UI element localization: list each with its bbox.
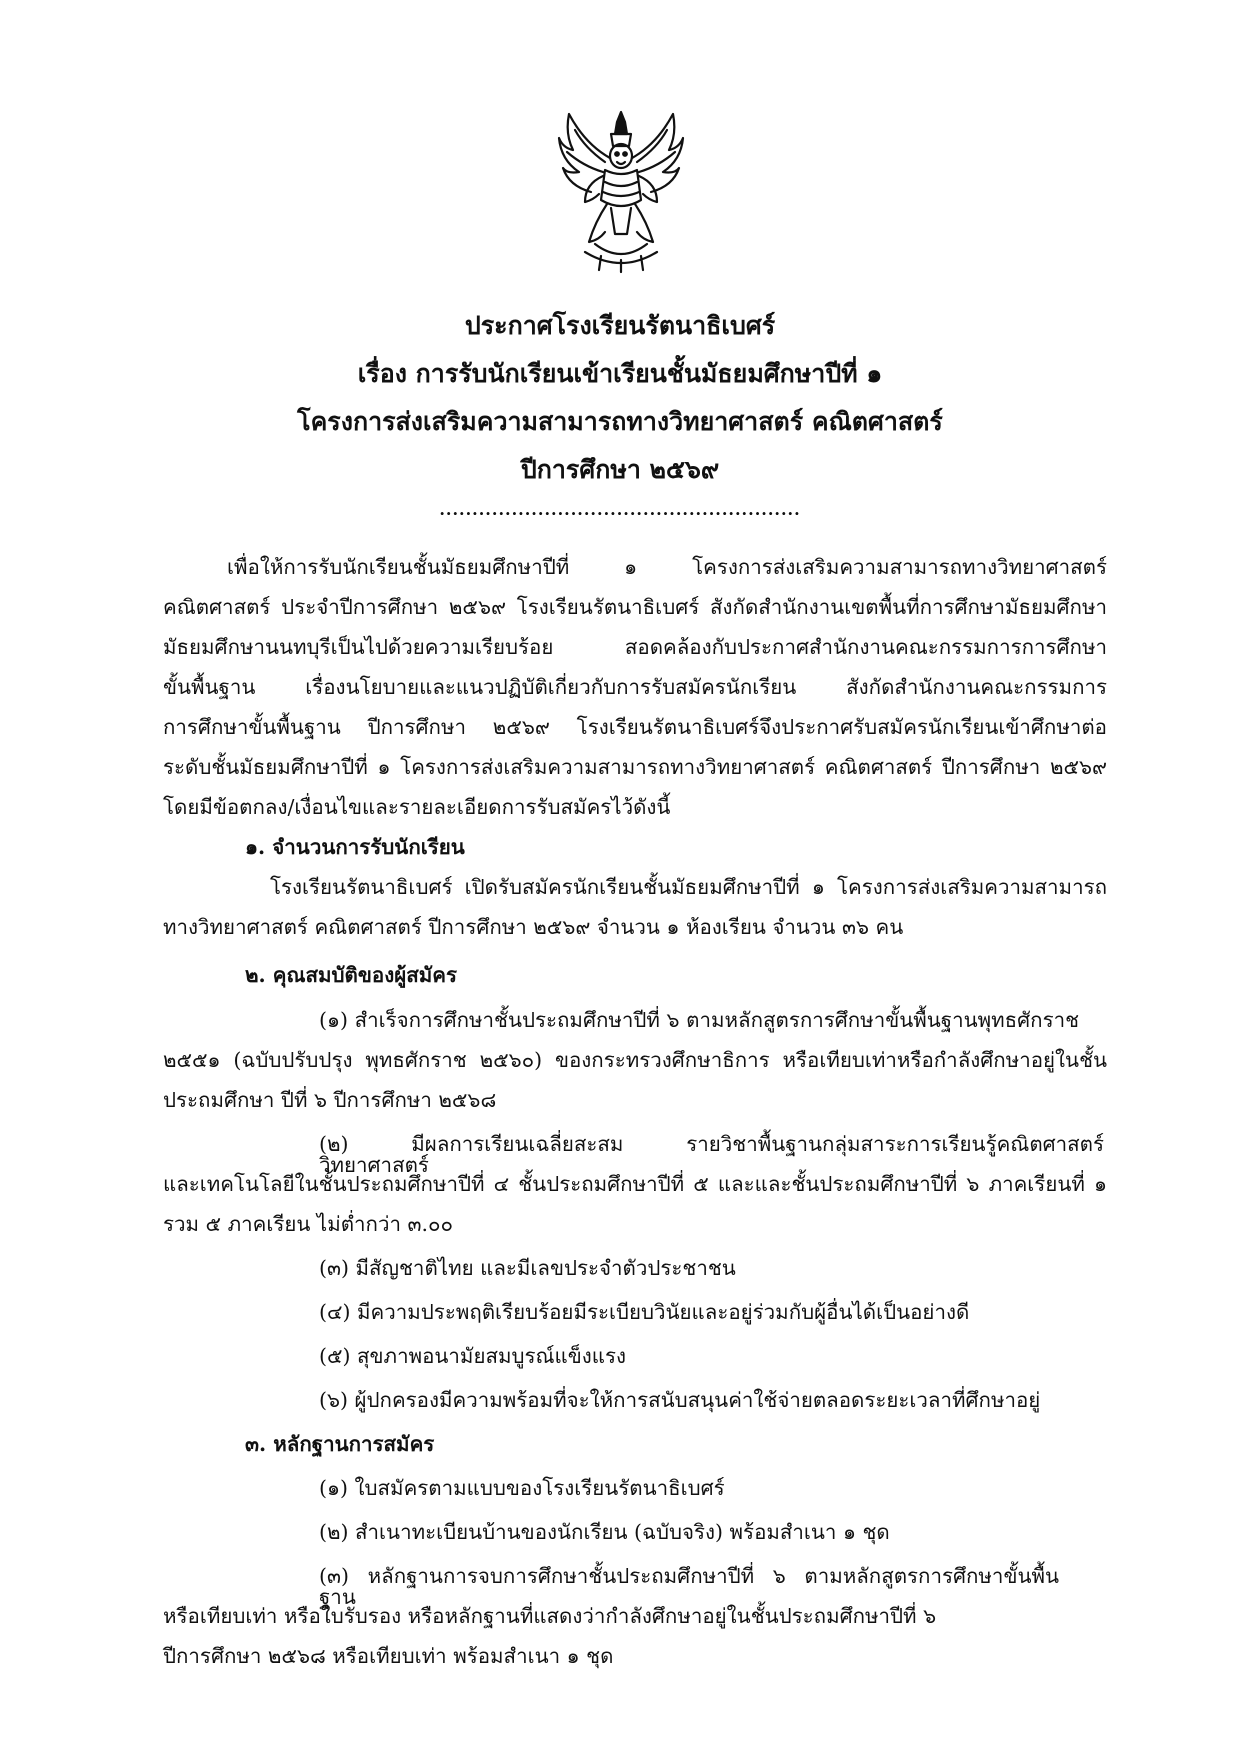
announcement-title: ประกาศโรงเรียนรัตนาธิเบศร์ xyxy=(464,311,776,340)
qualification-item-2: รวม ๕ ภาคเรียน ไม่ต่ำกว่า ๓.๐๐ xyxy=(163,1212,454,1236)
intro-line: ระดับชั้นมัธยมศึกษาปีที่ ๑ โครงการส่งเสริมความสามารถทางวิทยาศาสตร์ คณิตศาสตร์ ปีการศึกษา ๒๕๖๙ xyxy=(163,755,1107,779)
qualification-item-6: (๖) ผู้ปกครองมีความพร้อมที่จะให้การสนับสนุนค่าใช้จ่ายตลอดระยะเวลาที่ศึกษาอยู่ xyxy=(319,1388,1041,1412)
intro-line: โดยมีข้อตกลง/เงื่อนไขและรายละเอียดการรับสมัครไว้ดังนี้ xyxy=(163,795,671,819)
qualification-item-1: ประถมศึกษา ปีที่ ๖ ปีการศึกษา ๒๕๖๘ xyxy=(163,1088,497,1112)
garuda-emblem-icon xyxy=(555,104,687,274)
section-3-heading: ๓. หลักฐานการสมัคร xyxy=(245,1432,435,1456)
section-1-heading: ๑. จำนวนการรับนักเรียน xyxy=(245,835,465,859)
document-item-1: (๑) ใบสมัครตามแบบของโรงเรียนรัตนาธิเบศร์ xyxy=(319,1476,725,1500)
document-item-3: (๓) หลักฐานการจบการศึกษาชั้นประถมศึกษาปีที่ ๖ ตามหลักสูตรการศึกษาขั้นพื้นฐาน xyxy=(319,1564,1059,1609)
qualification-item-4: (๔) มีความประพฤติเรียบร้อยมีระเบียบวินัยและอยู่ร่วมกับผู้อื่นได้เป็นอย่างดี xyxy=(319,1300,970,1324)
document-item-3: ปีการศึกษา ๒๕๖๘ หรือเทียบเท่า พร้อมสำเนา ๑ ชุด xyxy=(163,1644,614,1668)
section-1-line: ทางวิทยาศาสตร์ คณิตศาสตร์ ปีการศึกษา ๒๕๖๙ จำนวน ๑ ห้องเรียน จำนวน ๓๖ คน xyxy=(163,915,904,939)
announcement-project: โครงการส่งเสริมความสามารถทางวิทยาศาสตร์ คณิตศาสตร์ xyxy=(297,407,943,436)
intro-line: คณิตศาสตร์ ประจำปีการศึกษา ๒๕๖๙ โรงเรียนรัตนาธิเบศร์ สังกัดสำนักงานเขตพื้นที่การศึกษามัธยมศึกษา xyxy=(163,595,1107,619)
intro-line: การศึกษาขั้นพื้นฐาน ปีการศึกษา ๒๕๖๙ โรงเรียนรัตนาธิเบศร์จึงประกาศรับสมัครนักเรียนเข้าศึกษาต่อ xyxy=(163,715,1107,739)
document-item-2: (๒) สำเนาทะเบียนบ้านของนักเรียน (ฉบับจริง) พร้อมสำเนา ๑ ชุด xyxy=(319,1520,890,1544)
header-separator: ....................................................... xyxy=(439,500,801,519)
qualification-item-1: ๒๕๕๑ (ฉบับปรับปรุง พุทธศักราช ๒๕๖๐) ของกระทรวงศึกษาธิการ หรือเทียบเท่าหรือกำลังศึกษาอยู่ในชั้น xyxy=(163,1048,1107,1072)
qualification-item-3: (๓) มีสัญชาติไทย และมีเลขประจำตัวประชาชน xyxy=(319,1256,736,1280)
qualification-item-5: (๕) สุขภาพอนามัยสมบูรณ์แข็งแรง xyxy=(319,1344,626,1368)
intro-line: ขั้นพื้นฐาน เรื่องนโยบายและแนวปฏิบัติเกี่ยวกับการรับสมัครนักเรียน สังกัดสำนักงานคณะกรรมการ xyxy=(163,675,1107,699)
document-item-3: หรือเทียบเท่า หรือใบรับรอง หรือหลักฐานที่แสดงว่ากำลังศึกษาอยู่ในชั้นประถมศึกษาปีที่ ๖ xyxy=(163,1604,937,1628)
qualification-item-1: (๑) สำเร็จการศึกษาชั้นประถมศึกษาปีที่ ๖ ตามหลักสูตรการศึกษาขั้นพื้นฐานพุทธศักราช xyxy=(319,1008,1079,1032)
announcement-subject: เรื่อง การรับนักเรียนเข้าเรียนชั้นมัธยมศึกษาปีที่ ๑ xyxy=(357,359,883,388)
qualification-item-2: (๒) มีผลการเรียนเฉลี่ยสะสม รายวิชาพื้นฐานกลุ่มสาระการเรียนรู้คณิตศาสตร์ วิทยาศาสตร์ xyxy=(319,1132,1104,1177)
section-1-line: โรงเรียนรัตนาธิเบศร์ เปิดรับสมัครนักเรียนชั้นมัธยมศึกษาปีที่ ๑ โครงการส่งเสริมความสามารถ xyxy=(270,875,1107,899)
intro-line: เพื่อให้การรับนักเรียนชั้นมัธยมศึกษาปีที่ ๑ โครงการส่งเสริมความสามารถทางวิทยาศาสตร์ xyxy=(227,555,1107,579)
announcement-year: ปีการศึกษา ๒๕๖๙ xyxy=(520,455,720,484)
section-2-heading: ๒. คุณสมบัติของผู้สมัคร xyxy=(245,963,457,987)
qualification-item-2: และเทคโนโลยีในชั้นประถมศึกษาปีที่ ๔ ชั้นประถมศึกษาปีที่ ๕ และและชั้นประถมศึกษาปีที่ ๖ ภาคเรียนที่ ๑ xyxy=(163,1172,1107,1196)
intro-line: มัธยมศึกษานนทบุรีเป็นไปด้วยความเรียบร้อย สอดคล้องกับประกาศสำนักงานคณะกรรมการการศึกษา xyxy=(163,635,1107,659)
